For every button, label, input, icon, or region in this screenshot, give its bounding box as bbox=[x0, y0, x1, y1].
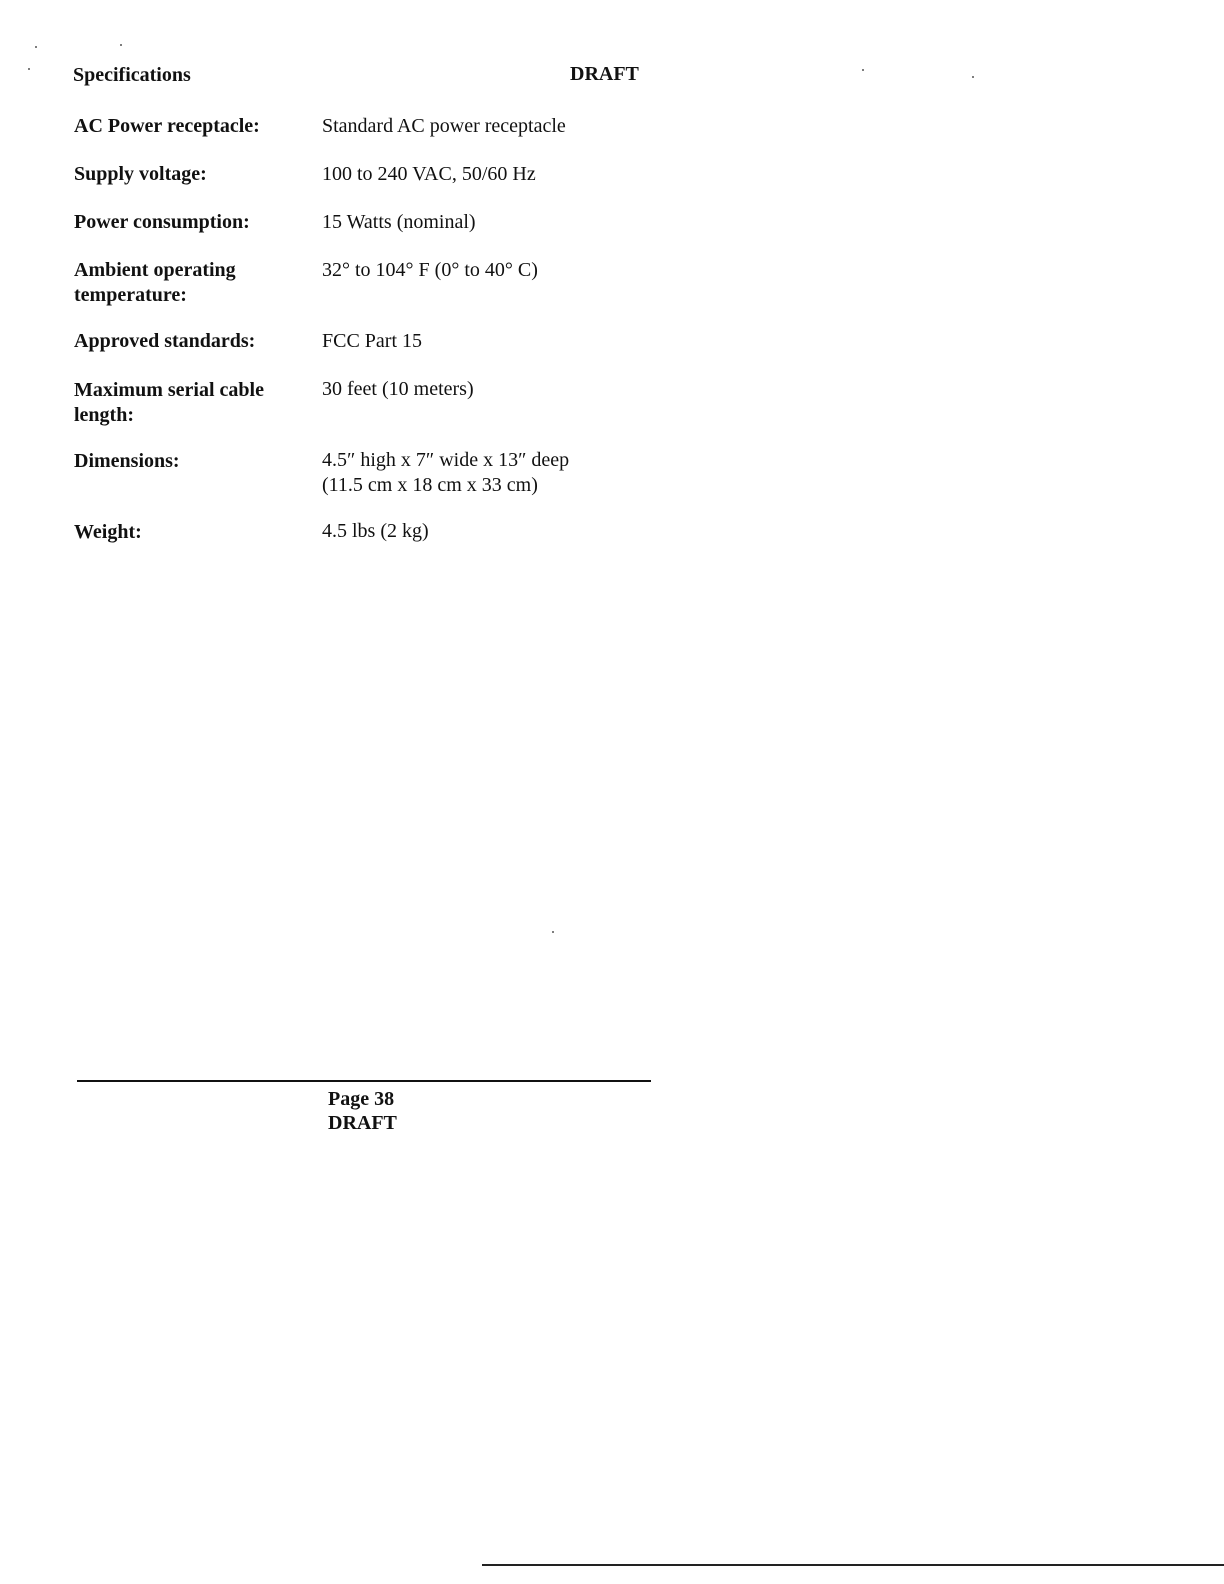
spec-label-maximum-serial-cable-length bbox=[74, 378, 299, 428]
spec-label-line: Ambient operating bbox=[74, 259, 236, 281]
spec-label-line: Weight: bbox=[74, 521, 142, 543]
spec-value-line: 100 to 240 VAC, 50/60 Hz bbox=[322, 163, 536, 185]
spec-value-line: 32° to 104° F (0° to 40° C) bbox=[322, 259, 538, 281]
scan-speck bbox=[972, 76, 974, 78]
spec-label-line: AC Power receptacle: bbox=[74, 115, 260, 137]
bottom-scan-edge-rule bbox=[482, 1564, 1224, 1566]
spec-label-line: Power consumption: bbox=[74, 211, 250, 233]
spec-value-ac-power-receptacle bbox=[322, 114, 742, 139]
spec-label-supply-voltage bbox=[74, 162, 299, 187]
scan-speck bbox=[28, 68, 30, 70]
spec-value-line: 30 feet (10 meters) bbox=[322, 378, 474, 400]
spec-value-supply-voltage bbox=[322, 162, 742, 187]
spec-label-line: Approved standards: bbox=[74, 330, 256, 352]
spec-value-line: FCC Part 15 bbox=[322, 330, 423, 352]
spec-label-line: Maximum serial cable bbox=[74, 379, 264, 401]
spec-value-line: 15 Watts (nominal) bbox=[322, 211, 476, 233]
page-header-section-title: Specifications bbox=[73, 64, 191, 86]
spec-value-power-consumption bbox=[322, 210, 742, 235]
spec-value-dimensions bbox=[322, 448, 742, 498]
spec-value-maximum-serial-cable-length bbox=[322, 377, 742, 402]
spec-label-power-consumption bbox=[74, 210, 299, 235]
spec-value-line: (11.5 cm x 18 cm x 33 cm) bbox=[322, 474, 538, 496]
spec-label-line: length: bbox=[74, 404, 134, 426]
spec-label-ambient-operating-temperature bbox=[74, 258, 299, 308]
spec-label-approved-standards bbox=[74, 329, 299, 354]
scan-speck bbox=[120, 44, 122, 46]
spec-value-approved-standards bbox=[322, 329, 742, 354]
spec-value-line: 4.5 lbs (2 kg) bbox=[322, 520, 429, 542]
spec-label-line: Dimensions: bbox=[74, 450, 180, 472]
spec-value-line: Standard AC power receptacle bbox=[322, 115, 566, 137]
scan-speck bbox=[552, 931, 554, 933]
scan-speck bbox=[35, 46, 37, 48]
footer-page-number: Page 38 bbox=[328, 1088, 395, 1110]
footer-draft-mark: DRAFT bbox=[328, 1112, 397, 1134]
spec-label-dimensions bbox=[74, 449, 299, 474]
page-header-draft-mark: DRAFT bbox=[570, 63, 639, 85]
spec-label-line: temperature: bbox=[74, 284, 187, 306]
spec-value-ambient-operating-temperature bbox=[322, 258, 742, 283]
spec-value-weight bbox=[322, 519, 742, 544]
spec-label-ac-power-receptacle bbox=[74, 114, 299, 139]
footer-rule bbox=[77, 1080, 651, 1082]
spec-value-line: 4.5″ high x 7″ wide x 13″ deep bbox=[322, 449, 570, 471]
spec-label-line: Supply voltage: bbox=[74, 163, 207, 185]
spec-label-weight bbox=[74, 520, 299, 545]
scan-speck bbox=[862, 69, 864, 71]
